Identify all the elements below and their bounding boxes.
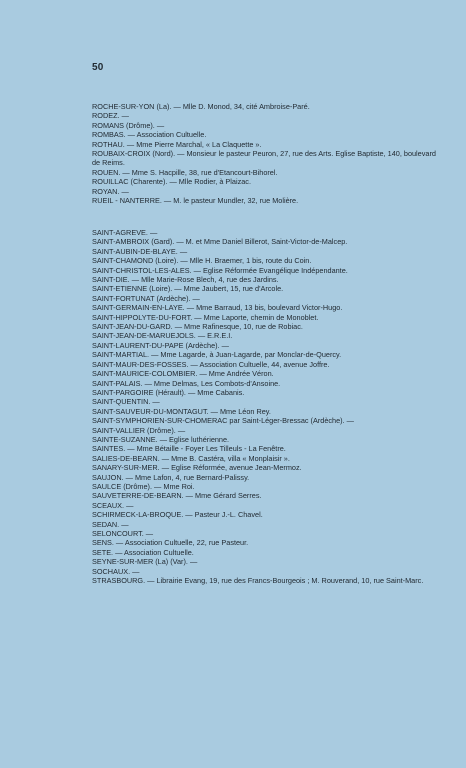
entry-place: ROTHAU. xyxy=(92,139,125,149)
entry-detail: — xyxy=(130,566,140,576)
directory-entry xyxy=(92,567,444,576)
entry-detail: — E.R.E.I. xyxy=(195,331,233,341)
directory-entry xyxy=(92,510,444,519)
entry-place: SEYNE-SUR-MER (La) (Var). xyxy=(92,557,188,567)
entry-place: STRASBOURG. xyxy=(92,576,146,586)
entry-detail: — Mme Cabanis. xyxy=(185,387,245,397)
directory-entry xyxy=(92,454,444,463)
entry-place: SAINT-MAURICE-COLOMBIER. xyxy=(92,369,198,379)
entry-place: ROUEN. xyxy=(92,167,121,177)
directory-entry xyxy=(92,473,444,482)
entry-place: SAINT-GERMAIN-EN-LAYE. xyxy=(92,303,185,313)
entry-detail: — Association Cultuelle. xyxy=(125,130,207,140)
entry-detail: — xyxy=(219,340,229,350)
entry-detail: — Mme Jaubert, 15, rue d'Arcole. xyxy=(172,284,284,294)
entry-place: SAINT-SAUVEUR-DU-MONTAGUT. xyxy=(92,406,209,416)
directory-entry xyxy=(92,303,444,312)
entry-detail: — Association Cultuelle, 44, avenue Joffre. xyxy=(188,359,330,369)
entry-place: ROUBAIX-CROIX (Nord). xyxy=(92,149,176,159)
entry-detail: — Pasteur J.-L. Chavel. xyxy=(183,510,263,520)
entry-detail: — Librairie Evang, 19, rue des Francs-Bourgeois ; M. Rouverand, 10, rue Saint-Marc. xyxy=(145,576,424,586)
directory-entry xyxy=(92,388,444,397)
entry-detail: — Mme Delmas, Les Combots-d'Ansoine. xyxy=(142,378,281,388)
entry-detail: — Mlle Rodier, à Plaizac. xyxy=(167,177,251,187)
entry-detail: — xyxy=(119,111,129,121)
directory-entry xyxy=(92,529,444,538)
directory-entry xyxy=(92,284,444,293)
directory-entry xyxy=(92,557,444,566)
entry-detail: — Eglise Réformée, avenue Jean-Mermoz. xyxy=(159,463,302,473)
entry-detail: — Mme Bétaille - Foyer Les Tilleuls - La Fenêtre. xyxy=(125,444,286,454)
entry-place: SAINT-CHRISTOL-LES-ALES. xyxy=(92,265,192,275)
entries-s-list xyxy=(92,228,444,585)
entry-place: SETE. xyxy=(92,547,114,557)
directory-entry xyxy=(92,426,444,435)
entry-place: SAINT-FORTUNAT (Ardèche). xyxy=(92,293,191,303)
entry-place: ROMBAS. xyxy=(92,130,126,140)
directory-entry xyxy=(92,121,444,130)
directory-entry xyxy=(92,102,444,111)
entry-detail: — Mme Laporte, chemin de Monoblet. xyxy=(192,312,319,322)
directory-entry xyxy=(92,548,444,557)
directory-entry xyxy=(92,416,444,425)
directory-entry xyxy=(92,187,444,196)
directory-entry xyxy=(92,196,444,205)
entry-place: ROYAN. xyxy=(92,186,120,196)
directory-entry xyxy=(92,538,444,547)
page-number: 50 xyxy=(92,62,104,73)
entry-place: SAINT-QUENTIN. xyxy=(92,397,151,407)
entry-place: SENS. xyxy=(92,538,114,548)
entry-place: SAINT-AMBROIX (Gard). xyxy=(92,237,175,247)
directory-entry xyxy=(92,435,444,444)
entry-detail: — M. et Mme Daniel Billerot, Saint-Victor-de-Malcep. xyxy=(174,237,348,247)
entry-detail: — xyxy=(154,120,165,130)
entry-detail: — Mme Léon Rey. xyxy=(208,406,271,416)
entry-place: SELONCOURT. xyxy=(92,529,144,538)
directory-entry xyxy=(92,444,444,453)
entry-place: RODEZ. xyxy=(92,111,120,121)
entry-detail: — Mme Barraud, 13 bis, boulevard Victor-Hugo. xyxy=(184,303,343,313)
directory-entry xyxy=(92,275,444,284)
directory-entry xyxy=(92,177,444,186)
entry-detail: — xyxy=(119,519,129,529)
entry-detail: — Mme Roi. xyxy=(152,481,195,491)
entry-place: SAINT-LAURENT-DU-PAPE (Ardèche). xyxy=(92,340,220,350)
entry-place: SCEAUX. xyxy=(92,500,125,510)
entry-place: SAINT-DIE. xyxy=(92,275,130,285)
directory-entry xyxy=(92,313,444,322)
entry-place: SAINT-AUBIN-DE-BLAYE. xyxy=(92,246,178,256)
entry-detail: — xyxy=(147,228,158,237)
entry-place: SAINTES. xyxy=(92,444,126,454)
directory-entry xyxy=(92,168,444,177)
directory-entry xyxy=(92,576,444,585)
directory-entry xyxy=(92,482,444,491)
entry-detail: — Mme Pierre Marchal, « La Claquette ». xyxy=(124,139,262,149)
entry-detail: — Mlle H. Braemer, 1 bis, route du Coin. xyxy=(178,256,312,266)
entry-place: SAINT-CHAMOND (Loire). xyxy=(92,256,179,266)
directory-entry xyxy=(92,247,444,256)
directory-entry xyxy=(92,130,444,139)
directory-entry xyxy=(92,149,444,168)
directory-entry xyxy=(92,463,444,472)
entry-place: SAINT-VALLIER (Drôme). xyxy=(92,425,176,435)
entry-place: SAINT-AGREVE. xyxy=(92,228,148,237)
entry-detail: — xyxy=(187,557,198,567)
entry-detail: — Mme Andrée Véron. xyxy=(197,369,274,379)
entry-place: SAINT-SYMPHORIEN-SUR-CHOMERAC xyxy=(92,416,228,426)
entry-detail: — Mlle D. Monod, 34, cité Ambroise-Paré. xyxy=(171,102,310,111)
directory-entry xyxy=(92,520,444,529)
entry-place: SEDAN. xyxy=(92,519,120,529)
entries-r-list xyxy=(92,102,444,205)
entry-detail: — Mme Gérard Serres. xyxy=(183,491,262,501)
directory-entry xyxy=(92,397,444,406)
entry-detail: — xyxy=(150,397,160,407)
entry-place: SAINT-HIPPOLYTE-DU-FORT. xyxy=(92,312,193,322)
entry-place: SAINT-JEAN-DE-MARUEJOLS. xyxy=(92,331,196,341)
entry-detail: — xyxy=(190,293,200,303)
entry-detail: — Mme B. Castéra, villa « Monplaisir ». xyxy=(159,453,290,463)
directory-entry xyxy=(92,266,444,275)
directory-entry xyxy=(92,294,444,303)
entry-place: SAINT-MAUR-DES-FOSSES. xyxy=(92,359,189,369)
directory-entry xyxy=(92,501,444,510)
entry-place: SOCHAUX. xyxy=(92,566,131,576)
directory-entry xyxy=(92,341,444,350)
entry-place: ROUILLAC (Charente). xyxy=(92,177,168,187)
entry-detail: — xyxy=(143,529,154,538)
directory-entry xyxy=(92,369,444,378)
directory-entry xyxy=(92,322,444,331)
directory-entry xyxy=(92,111,444,120)
entry-place: SAULCE (Drôme). xyxy=(92,481,153,491)
entry-detail: — Eglise luthérienne. xyxy=(157,434,230,444)
directory-entry xyxy=(92,491,444,500)
entry-place: SAINT-JEAN-DU-GARD. xyxy=(92,322,173,332)
entry-detail: — Mme Lafon, 4, rue Bernard-Palissy. xyxy=(123,472,250,482)
entry-detail: — Mlle Marie-Rose Blech, 4, rue des Jardins. xyxy=(129,275,279,285)
entry-place: SALIES-DE-BEARN. xyxy=(92,453,160,463)
entry-detail: — M. le pasteur Mundler, 32, rue Molière. xyxy=(161,196,299,206)
directory-entry xyxy=(92,140,444,149)
entry-place: SAINT-MARTIAL. xyxy=(92,350,150,360)
entry-detail: — xyxy=(124,500,134,510)
entry-detail: par Saint-Léger-Bressac (Ardèche). — xyxy=(227,416,354,426)
entry-place: RUEIL - NANTERRE. xyxy=(92,196,162,206)
entry-detail: — Eglise Réformée Evangélique Indépendante. xyxy=(191,265,348,275)
entry-detail: — Mme Rafinesque, 10, rue de Robiac. xyxy=(172,322,303,332)
entry-place: SAINT-PARGOIRE (Hérault). xyxy=(92,387,186,397)
entry-place: SAINT-ETIENNE (Loire). xyxy=(92,284,173,294)
entry-detail: — xyxy=(175,425,186,435)
entry-detail: — xyxy=(177,246,188,256)
directory-entry xyxy=(92,256,444,265)
directory-entry xyxy=(92,360,444,369)
directory-entry xyxy=(92,331,444,340)
entry-place: SANARY-SUR-MER. xyxy=(92,463,160,473)
directory-entry xyxy=(92,350,444,359)
entry-detail: — Monsieur le pasteur Peuron, 27, rue des Arts. Eglise Baptiste, 140, boulevard de Reims. xyxy=(92,149,436,168)
entry-detail: — Mme S. Hacpille, 38, rue d'Etancourt-Bihorel. xyxy=(120,167,278,177)
entry-place: ROCHE-SUR-YON (La). xyxy=(92,102,172,111)
entry-detail: — Association Cultuelle. xyxy=(113,547,194,557)
entry-detail: — xyxy=(119,186,129,196)
entry-place: SCHIRMECK-LA-BROQUE. xyxy=(92,510,184,520)
directory-entry xyxy=(92,379,444,388)
entry-place: SAUJON. xyxy=(92,472,124,482)
entry-place: ROMANS (Drôme). xyxy=(92,120,155,130)
entry-place: SAUVETERRE-DE-BEARN. xyxy=(92,491,184,501)
entry-detail: — Mme Lagarde, à Juan-Lagarde, par Monclar-de-Quercy. xyxy=(149,350,342,360)
directory-entry xyxy=(92,407,444,416)
entry-place: SAINT-PALAIS. xyxy=(92,378,143,388)
directory-entry xyxy=(92,228,444,237)
entry-detail: — Association Cultuelle, 22, rue Pasteur. xyxy=(113,538,249,548)
directory-entry xyxy=(92,237,444,246)
entry-place: SAINTE-SUZANNE. xyxy=(92,434,158,444)
